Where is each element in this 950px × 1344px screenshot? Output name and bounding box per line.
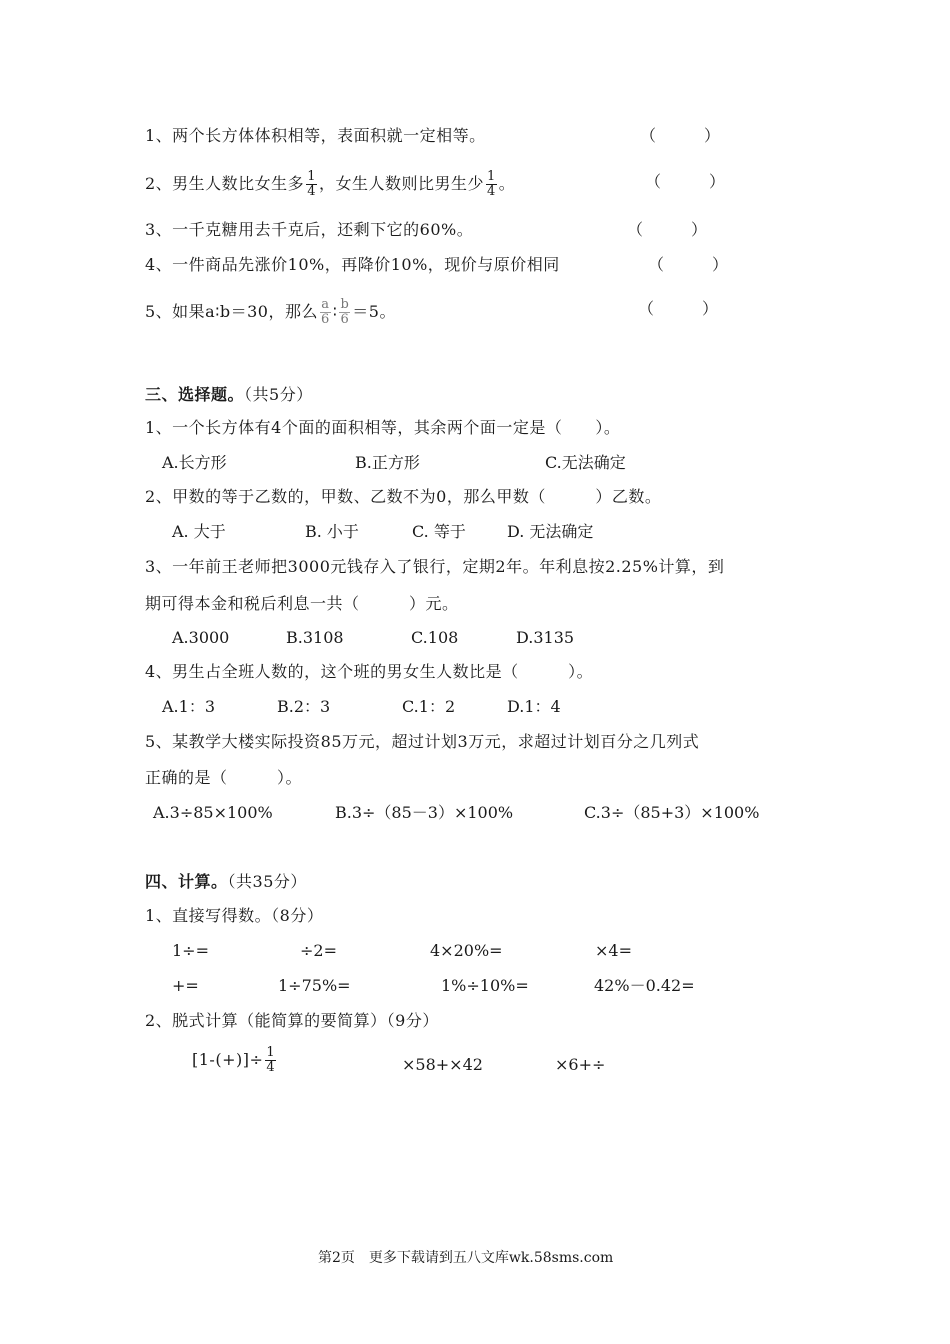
fraction-a-6: $\frac{a}{6}$ (321, 297, 330, 327)
choice-question-1: 1、一个长方体有4个面的面积相等，其余两个面一定是（ ）。 (145, 418, 621, 437)
choice-option: B. 小于 (305, 522, 359, 541)
choice-option: C.无法确定 (545, 453, 626, 472)
section-choice-heading: 三、选择题。（共5分） (145, 385, 313, 404)
choice-option: B.2：3 (277, 697, 331, 716)
choice-option: D.1：4 (507, 697, 561, 716)
judge-item-3: 3、一千克糖用去千克后，还剩下它的60%。 (145, 220, 474, 239)
calc-question-1: 1、直接写得数。（8分） (145, 906, 324, 925)
calc-item: 1%÷10%= (441, 976, 529, 995)
calc-item: ÷2= (300, 941, 337, 960)
choice-option: B.正方形 (355, 453, 420, 472)
choice-option: C.3÷（85+3）×100% (584, 803, 760, 822)
judge-answer-5: （ ） (638, 299, 719, 318)
calc-expression-2: ×58+×42 (402, 1055, 483, 1074)
choice-option: A.3÷85×100% (153, 803, 273, 822)
calc-item: += (172, 976, 199, 995)
choice-option: D.3135 (516, 628, 575, 647)
choice-option: A.3000 (172, 628, 230, 647)
fraction-1-4: $\frac{1}{4}$ (307, 169, 316, 199)
choice-question-4: 4、男生占全班人数的，这个班的男女生人数比是（ ）。 (145, 662, 594, 681)
calc-question-2: 2、脱式计算（能简算的要简算）（9分） (145, 1011, 439, 1030)
judge-item-5: 5、如果a∶b＝30，那么 $\frac{a}{6}$ ∶ $\frac{b}{6}$ ＝5。 (145, 297, 396, 327)
choice-option: C.1：2 (402, 697, 456, 716)
calc-item: 1÷= (172, 941, 209, 960)
choice-option: B.3÷（85－3）×100% (335, 803, 514, 822)
choice-option: A.长方形 (162, 453, 227, 472)
choice-question-5-cont: 正确的是（ ）。 (145, 768, 303, 787)
fraction-1-4: $\frac{1}{4}$ (486, 169, 496, 199)
calc-item: ×4= (595, 941, 632, 960)
choice-option: C. 等于 (412, 522, 466, 541)
judge-answer-4: （ ） (648, 255, 729, 274)
judge-item-4: 4、一件商品先涨价10%，再降价10%，现价与原价相同 (145, 255, 560, 274)
judge-answer-3: （ ） (627, 220, 708, 239)
page-footer: 第2页 更多下载请到五八文库wk.58sms.com (318, 1250, 614, 1266)
choice-option: B.3108 (286, 628, 344, 647)
choice-option: A. 大于 (172, 522, 226, 541)
calc-expression-3: ×6+÷ (555, 1055, 606, 1074)
fraction-b-6: $\frac{b}{6}$ (340, 297, 350, 327)
choice-question-3: 3、一年前王老师把3000元钱存入了银行，定期2年。年利息按2.25%计算，到 (145, 557, 725, 576)
judge-answer-2: （ ） (645, 172, 726, 191)
choice-option: C.108 (411, 628, 459, 647)
choice-question-5: 5、某教学大楼实际投资85万元，超过计划3万元，求超过计划百分之几列式 (145, 732, 700, 751)
choice-option: D. 无法确定 (507, 522, 594, 541)
judge-item-2: 2、男生人数比女生多 $\frac{1}{4}$ ，女生人数则比男生少 $\frac{1}{4}$ 。 (145, 169, 516, 199)
choice-question-2: 2、甲数的等于乙数的，甲数、乙数不为0，那么甲数（ ）乙数。 (145, 487, 662, 506)
calc-item: 42%－0.42= (594, 976, 695, 995)
judge-answer-1: （ ） (640, 126, 721, 145)
calc-item: 4×20%= (430, 941, 503, 960)
judge-item-1: 1、两个长方体体积相等，表面积就一定相等。 (145, 126, 486, 145)
calc-expression-1: [1-(+)]÷ $\frac{1}{4}$ (192, 1045, 276, 1075)
choice-question-3-cont: 期可得本金和税后利息一共（ ）元。 (145, 594, 459, 613)
choice-option: A.1：3 (162, 697, 216, 716)
calc-item: 1÷75%= (278, 976, 351, 995)
section-calc-heading: 四、计算。（共35分） (145, 872, 307, 891)
fraction-1-4: $\frac{1}{4}$ (266, 1045, 276, 1075)
